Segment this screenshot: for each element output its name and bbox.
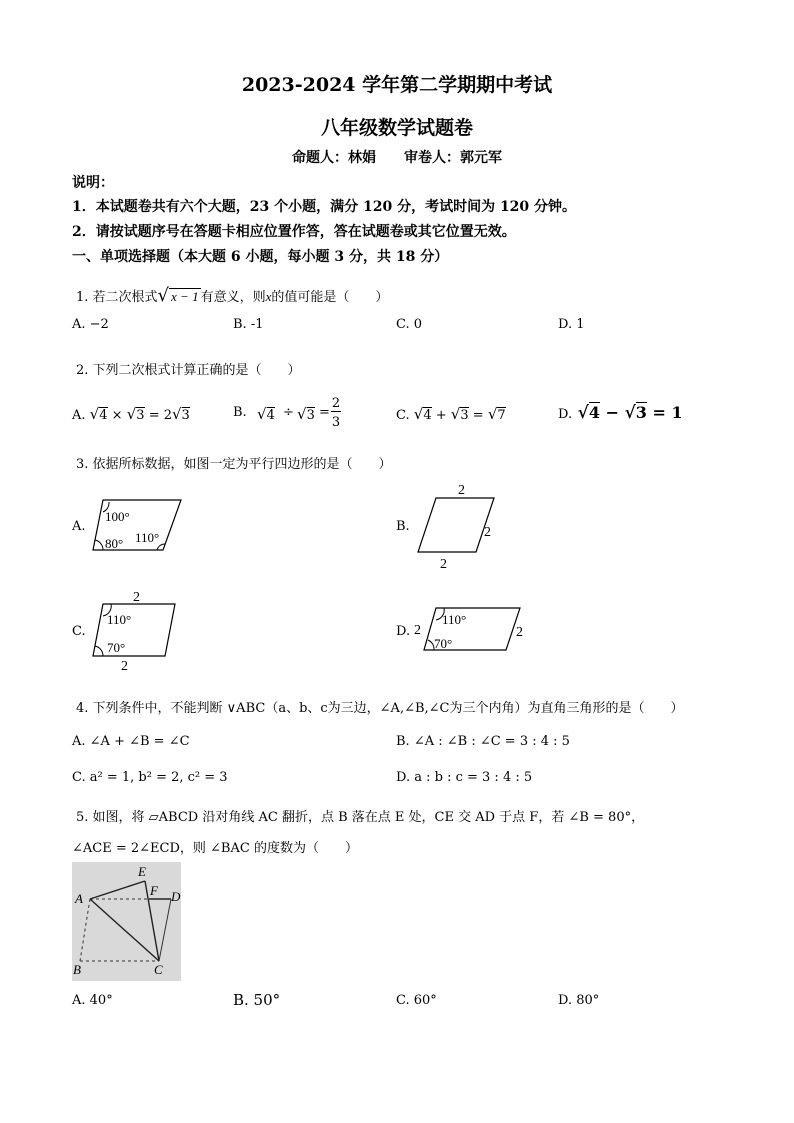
q5-point-d: D (171, 889, 181, 904)
q3-c-angle-1: 110° (107, 612, 132, 627)
q3-label-d: D. (396, 624, 411, 639)
q3-figure-a (85, 490, 190, 558)
q2-d-op: − (605, 403, 619, 422)
notes-label: 说明： (72, 175, 114, 191)
q2-label-a: A. (72, 408, 86, 423)
q2-a-n1: 4 (99, 408, 108, 423)
section-heading: 一、单项选择题（本大题 6 小题，每小题 3 分，共 18 分） (72, 249, 449, 265)
q2-b-n2: 3 (306, 408, 315, 423)
notes-item-2: 2．请按试题序号在答题卡相应位置作答，答在试题卷或其它位置无效。 (72, 224, 516, 240)
q2-b-numerator: 2 (331, 396, 341, 411)
question-4: 4. 下列条件中，不能判断 ∨ABC（a、b、c为三边，∠A,∠B,∠C为三个内角）为直角三角形的是（ ） (76, 701, 684, 716)
q1-pre: 1. 若二次根式 (76, 290, 158, 305)
q3-a-angle-3: 110° (135, 530, 160, 545)
q1-option-b: B. -1 (233, 317, 264, 332)
q5-point-e: E (138, 864, 146, 879)
q2-c-eq: = (472, 408, 484, 423)
q2-c-n3: 7 (497, 408, 506, 423)
q5-figure (72, 862, 181, 981)
question-5-line-2: ∠ACE = 2∠ECD，则 ∠BAC 的度数为（ ） (72, 841, 358, 856)
q5-point-a: A (75, 891, 83, 906)
q4-option-c: C. a² = 1, b² = 2, c² = 3 (72, 770, 228, 785)
q2-d-eq: = 1 (652, 403, 683, 422)
q3-label-c: C. (72, 624, 86, 639)
q2-c-op: + (435, 408, 447, 423)
q4-option-b: B. ∠A : ∠B : ∠C = 3 : 4 : 5 (396, 734, 570, 749)
q2-option-d: D. √4 − √3 = 1 (558, 403, 683, 423)
q3-figure-b (410, 480, 500, 572)
q1-var: x (265, 289, 272, 304)
q1-post: 的值可能是（ ） (271, 290, 389, 305)
q4-option-a: A. ∠A + ∠B = ∠C (72, 734, 190, 749)
q2-b-denominator: 3 (331, 415, 341, 430)
q2-a-op: × (111, 408, 123, 423)
q2-a-n3: 3 (181, 408, 190, 423)
q3-label-a: A. (72, 519, 86, 534)
q3-b-top: 2 (458, 483, 465, 498)
q2-option-a: A. √4 × √3 = 2√3 (72, 405, 190, 423)
q2-label-b: B. (233, 405, 247, 420)
q3-d-angle-1: 110° (442, 612, 467, 627)
q1-radical: √ x − 1 (157, 285, 199, 306)
q5-point-c: C (154, 962, 163, 977)
q3-d-left: 2 (414, 623, 421, 638)
q2-label-d: D. (558, 407, 573, 422)
q1-radicand: x − 1 (171, 289, 199, 304)
q2-b-n1: 4 (266, 408, 275, 423)
q1-option-c: C. 0 (396, 317, 423, 332)
question-2: 2. 下列二次根式计算正确的是（ ） (76, 363, 301, 378)
notes-item-1: 1．本试题卷共有六个大题，23 个小题，满分 120 分，考试时间为 120 分钟。 (72, 199, 577, 215)
q2-option-c: C. √4 + √3 = √7 (396, 405, 506, 423)
q2-a-n2: 3 (136, 408, 145, 423)
q3-figure-c (85, 588, 185, 673)
question-3: 3. 依据所标数据，如图一定为平行四边形的是（ ） (76, 457, 392, 472)
q2-b-op: ÷ (283, 405, 294, 420)
q5-option-c: C. 60° (396, 993, 437, 1008)
q2-c-n1: 4 (423, 408, 432, 423)
question-5-line-1: 5. 如图，将 ▱ABCD 沿对角线 AC 翻折，点 B 落在点 E 处，CE 交 AD 于点 F，若 ∠B = 80°， (76, 810, 645, 825)
q3-a-angle-2: 80° (105, 536, 124, 551)
q3-b-right: 2 (484, 525, 491, 540)
q2-a-eq: = 2 (148, 408, 172, 423)
q3-label-b: B. (396, 519, 410, 534)
question-1 (76, 285, 388, 306)
q5-option-b: B. 50° (233, 991, 281, 1009)
q3-c-bottom: 2 (121, 659, 128, 673)
q3-c-angle-2: 70° (107, 640, 126, 655)
q4-option-d: D. a : b : c = 3 : 4 : 5 (396, 770, 533, 785)
q5-option-d: D. 80° (558, 993, 600, 1008)
q5-point-f: F (150, 883, 158, 898)
q1-option-a: A. −2 (72, 317, 109, 332)
exam-title: 2023-2024 学年第二学期期中考试 (241, 74, 553, 96)
q3-c-top: 2 (133, 590, 140, 605)
q3-d-right: 2 (516, 625, 523, 640)
q2-label-c: C. (396, 408, 410, 423)
q3-d-angle-2: 70° (434, 636, 453, 651)
q3-a-angle-1: 100° (105, 509, 130, 524)
q1-mid: 有意义，则 (200, 290, 266, 305)
q5-point-b: B (73, 962, 81, 977)
q5-option-a: A. 40° (72, 993, 113, 1008)
q1-option-d: D. 1 (558, 317, 585, 332)
q2-b-eq: = (319, 405, 330, 420)
q2-d-n1: 4 (588, 403, 600, 422)
q3-figure-d (412, 602, 530, 654)
exam-subtitle: 八年级数学试题卷 (320, 117, 473, 139)
q2-c-n2: 3 (460, 408, 469, 423)
exam-authors: 命题人：林娟 审卷人：郭元军 (292, 150, 502, 166)
q2-d-n2: 3 (635, 403, 647, 422)
q3-b-bottom: 2 (440, 557, 447, 572)
